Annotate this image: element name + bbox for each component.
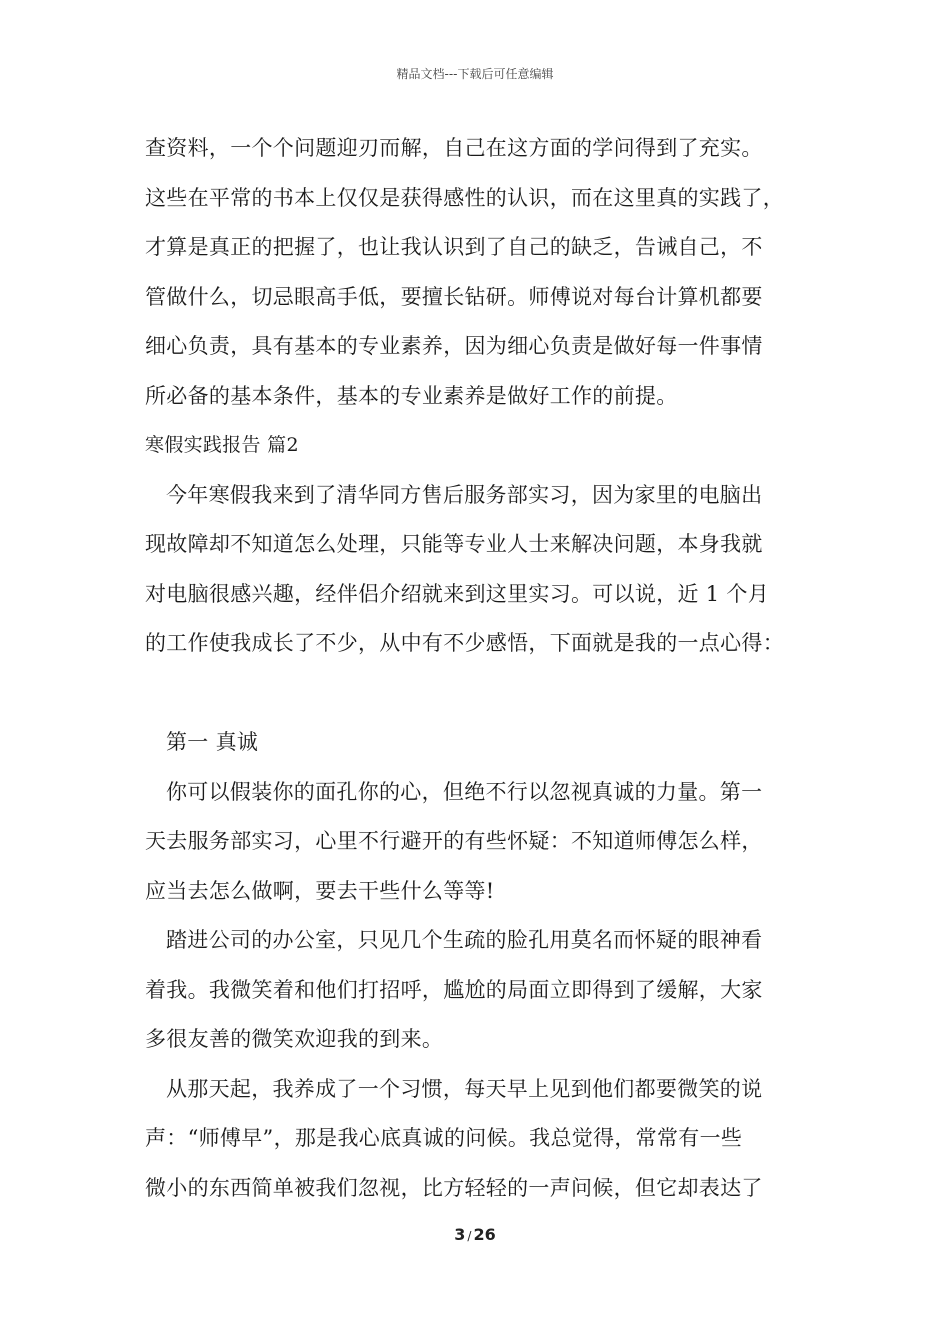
text-line: 对电脑很感兴趣，经伴侣介绍就来到这里实习。可以说，近 1 个月	[145, 581, 770, 606]
text-line: 今年寒假我来到了清华同方售后服务部实习，因为家里的电脑出	[166, 482, 763, 507]
paragraph	[145, 128, 825, 425]
text-line: 现故障却不知道怎么处理，只能等专业人士来解决问题，本身我就	[145, 532, 763, 556]
page-number	[0, 1225, 950, 1244]
text-line: 多很友善的微笑欢迎我的到来。	[145, 1027, 444, 1051]
text-line: 从那天起，我养成了一个习惯，每天早上见到他们都要微笑的说	[166, 1076, 763, 1101]
page-separator: /	[467, 1229, 472, 1243]
paragraph	[145, 475, 825, 673]
text-line: 你可以假装你的面孔你的心，但绝不行以忽视真诚的力量。第一	[166, 779, 763, 804]
text-line: 着我。我微笑着和他们打招呼，尴尬的局面立即得到了缓解，大家	[145, 977, 763, 1002]
text-line: 管做什么，切忌眼高手低，要擅长钻研。师傅说对每台计算机都要	[145, 284, 763, 309]
text-line: 应当去怎么做啊，要去干些什么等等!	[145, 878, 495, 903]
document-body	[145, 128, 825, 1217]
total-pages: 26	[473, 1225, 496, 1244]
current-page: 3	[454, 1225, 466, 1244]
text-line: 才算是真正的把握了，也让我认识到了自己的缺乏，告诫自己，不	[145, 235, 763, 259]
paragraph	[145, 920, 825, 1069]
text-line: 天去服务部实习，心里不行避开的有些怀疑：不知道师傅怎么样，	[145, 829, 763, 853]
text-line: 查资料，一个个问题迎刃而解，自己在这方面的学问得到了充实。	[145, 136, 763, 160]
subsection-heading: 第一 真诚	[166, 730, 259, 754]
text-line: 踏进公司的办公室，只见几个生疏的脸孔用莫名而怀疑的眼神看	[166, 928, 763, 952]
text-line: 的工作使我成长了不少，从中有不少感悟，下面就是我的一点心得：	[145, 631, 784, 655]
text-line: 微小的东西简单被我们忽视，比方轻轻的一声问候，但它却表达了	[145, 1175, 763, 1200]
page-header: 精品文档---下载后可任意编辑	[396, 67, 554, 81]
text-line: 这些在平常的书本上仅仅是获得感性的认识，而在这里真的实践了，	[145, 185, 784, 210]
blank-line	[145, 673, 825, 723]
paragraph	[145, 1069, 825, 1218]
section-title: 寒假实践报告 篇2	[145, 434, 299, 456]
text-line: 声：“师傅早”，那是我心底真诚的问候。我总觉得，常常有一些	[145, 1126, 743, 1150]
paragraph	[145, 772, 825, 921]
text-line: 所必备的基本条件，基本的专业素养是做好工作的前提。	[145, 383, 678, 408]
text-line: 细心负责，具有基本的专业素养，因为细心负责是做好每一件事情	[145, 334, 763, 358]
